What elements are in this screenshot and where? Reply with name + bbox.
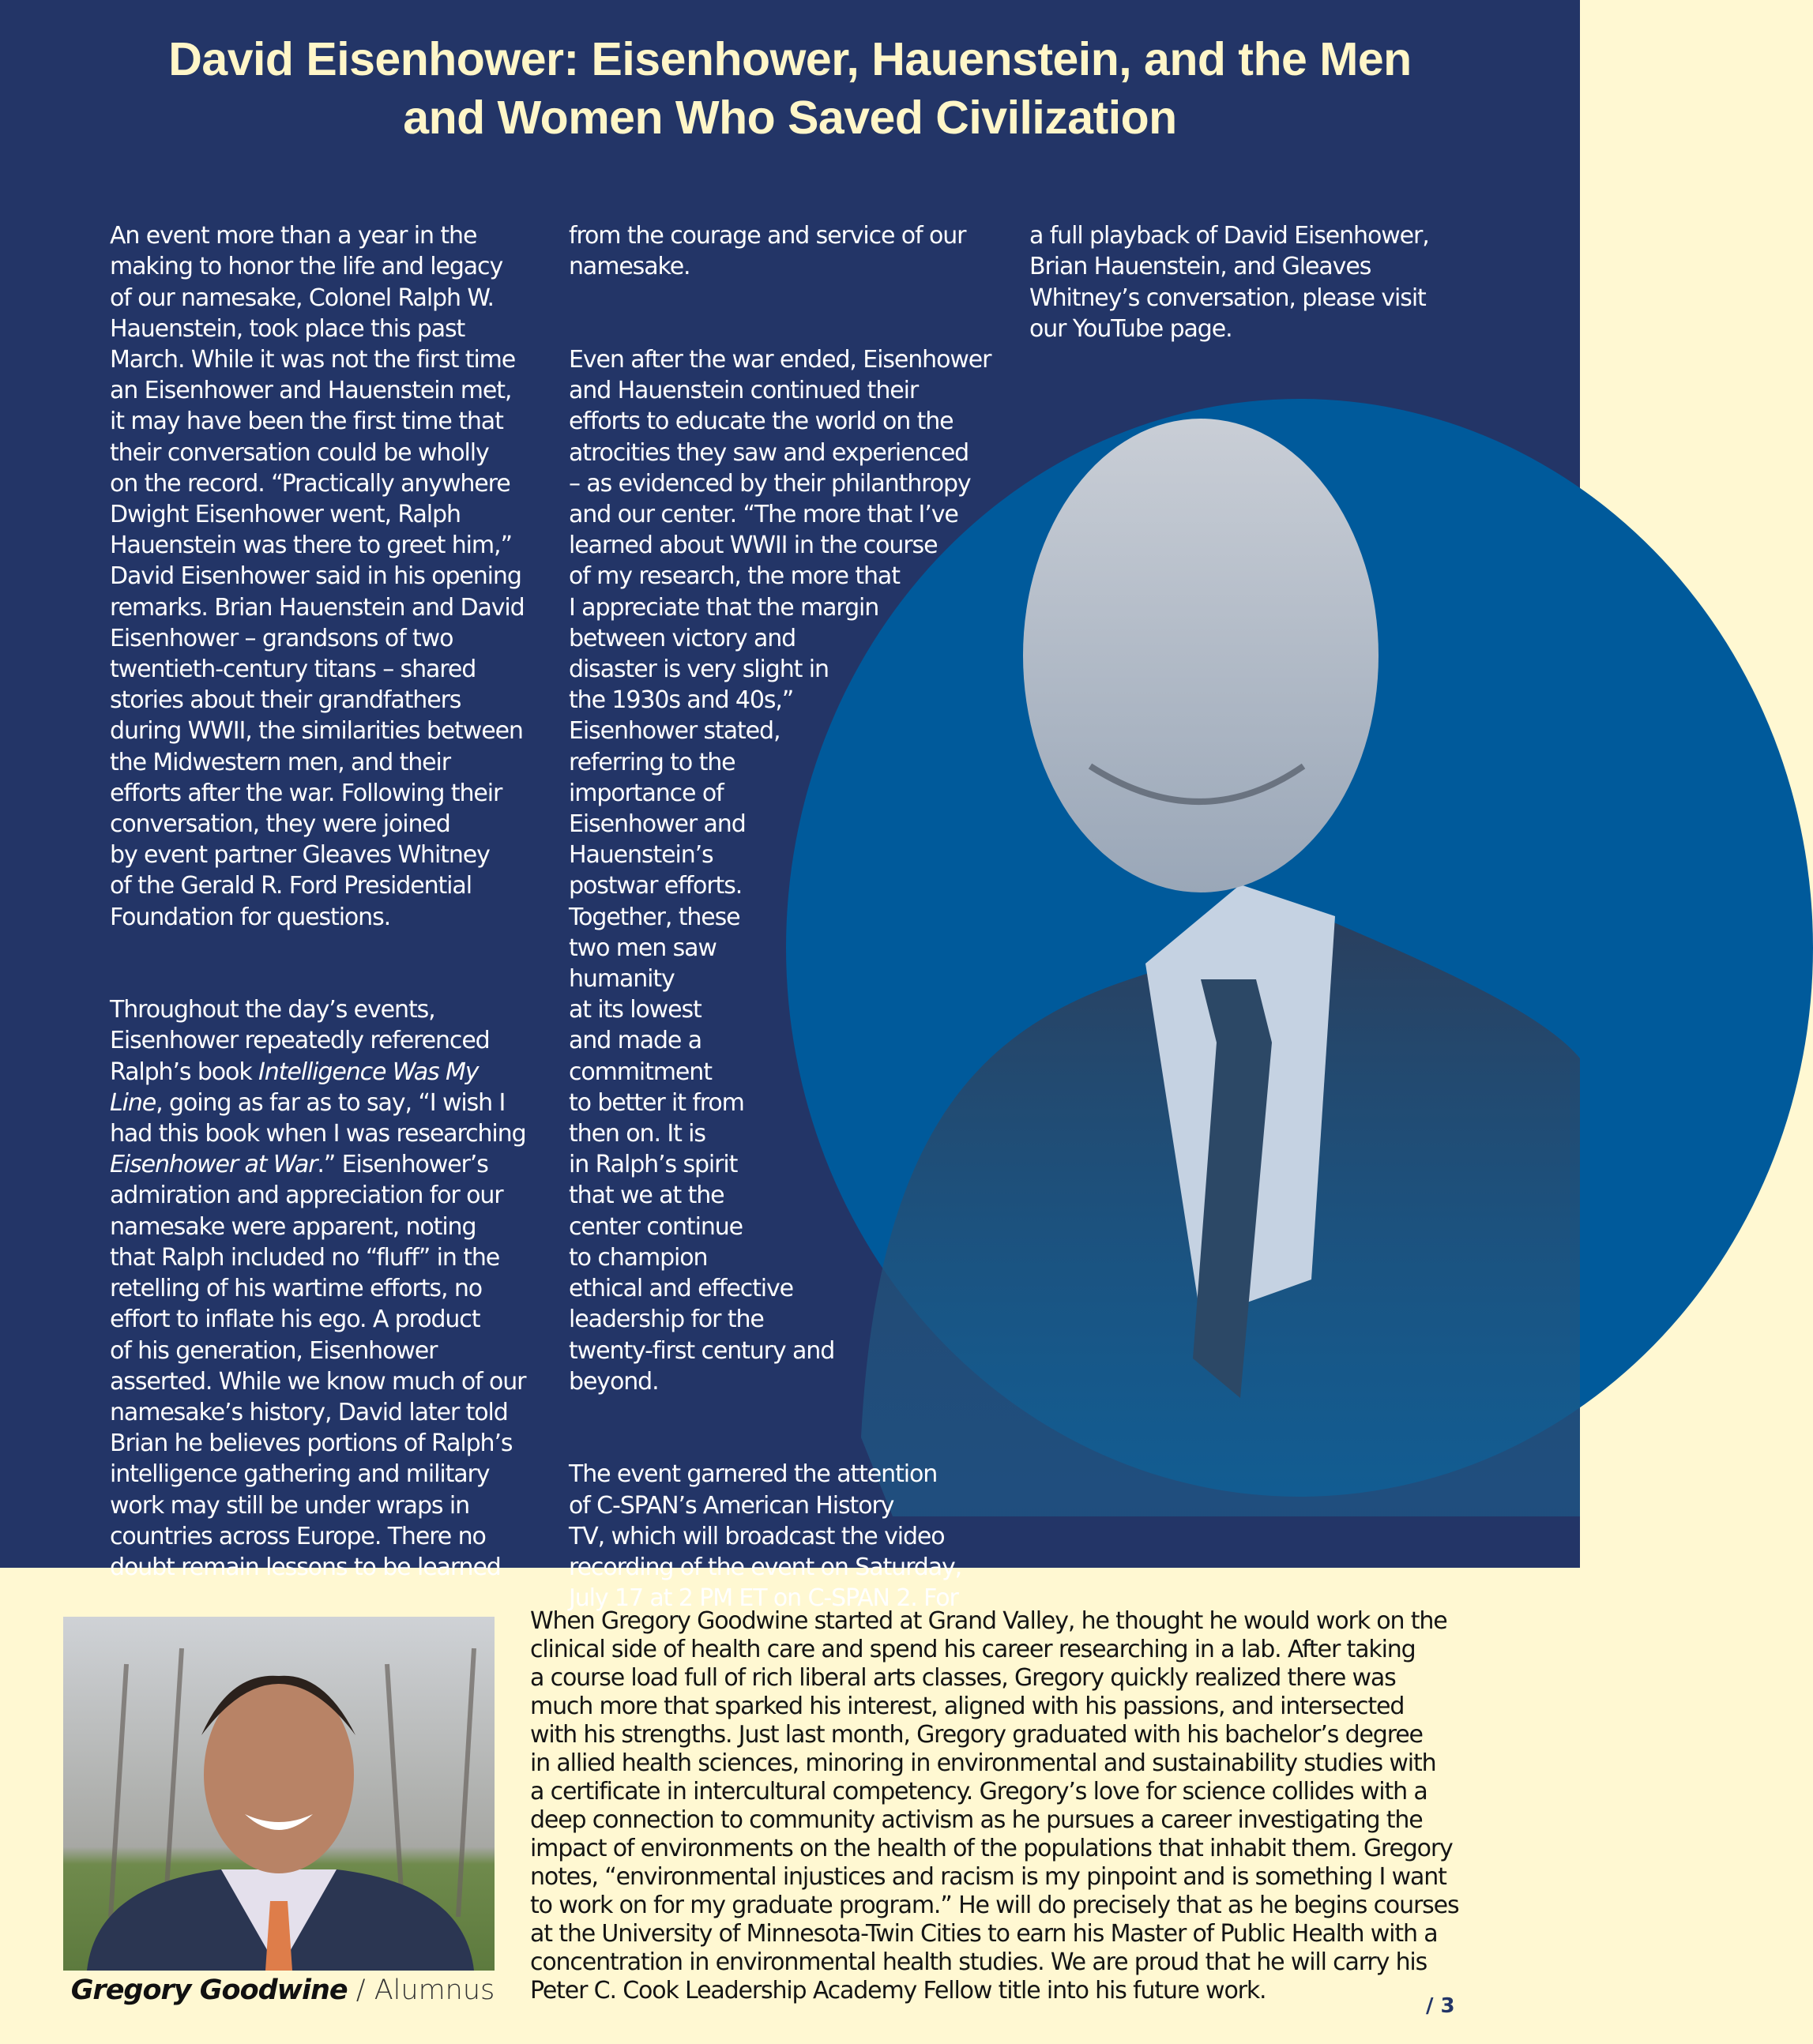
title-line-2: and Women Who Saved Civilization xyxy=(403,92,1177,144)
title-line-1: David Eisenhower: Eisenhower, Hauenstein, and the Men xyxy=(168,33,1412,85)
book-title: Eisenhower at War xyxy=(110,1151,318,1179)
paragraph: The event garnered the attention of C-SPAN’s American History TV, which will broadcast the video recording of the event on Saturday, July 17 at 2 PM ET on C-SPAN 2. For xyxy=(569,1460,962,1613)
photo-caption xyxy=(70,1974,496,2006)
paragraph: An event more than a year in the making to honor the life and legacy of our namesake, Colonel Ralph W. Hauenstein, took place this past March. While it was not the first time an Eisenhower and Hauenstein met, it may have been the first time that their conversation could be wholly on the record. “Practically anywhere Dwight Eisenhower went, Ralph Hauenstein was there to greet him,” David Eisenhower said in his opening remarks. Brian Hauenstein and David Eisenhower – grandsons of two twentieth-century titans – shared stories about their grandfathers during WWII, the similarities between the Midwestern men, and their efforts after the war. Following their conversation, they were joined by event partner Gleaves Whitney of the Gerald R. Ford Presidential Foundation for questions. xyxy=(110,222,525,931)
article-column-3 xyxy=(1029,190,1472,406)
paragraph: from the courage and service of our namesake. xyxy=(569,222,966,281)
profile-bio: When Gregory Goodwine started at Grand Valley, he thought he would work on the clinical side of health care and spend his career researching in a lab. After taking a course load full of rich liberal arts classes, Gregory quickly realized there was much more that sparked his interest, aligned with his passions, and intersected with his strengths. Just last month, Gregory graduated with his bachelor’s degree in allied health sciences, minoring in environmental and sustainability studies with a certificate in intercultural competency. Gregory’s love for science collides with a deep connection to community activism as he pursues a career investigating the impact of environments on the health of the populations that inhabit them. Gregory notes, “environmental injustices and racism is my pinpoint and is something I want to work on for my graduate program.” He will do precisely that as he begins courses at the University of Minnesota-Twin Cities to earn his Master of Public Health with a concentration in environmental health studies. We are proud that he will carry his Peter C. Cook Leadership Academy Fellow title into his future work. xyxy=(530,1607,1459,2005)
book-title: Intelligence Was My Line xyxy=(110,1058,479,1117)
text-run: Throughout the day’s events, Eisenhower repeatedly referenced Ralph’s book xyxy=(110,996,490,1086)
text-run: .” Eisenhower’s admiration and appreciation for our namesake were apparent, noting that Ralph included no “fluff” in the retelling of his wartime efforts, no effort to inflate his ego. A product of his generation, Eisenhower asserted. While we know much of our namesake’s history, David later told Brian he believes portions of Ralph’s intelligence gathering and military work may still be under wraps in countries across Europe. There no doubt remain lessons to be learned xyxy=(110,1151,526,1581)
caption-name: Gregory Goodwine xyxy=(70,1974,348,2006)
page-number: / 3 xyxy=(1426,1994,1455,2018)
head-shape xyxy=(1023,419,1379,892)
article-title xyxy=(0,30,1580,147)
paragraph xyxy=(110,994,552,1583)
paragraph: a full playback of David Eisenhower, Brian Hauenstein, and Gleaves Whitney’s conversation, please visit our YouTube page. xyxy=(1029,222,1429,343)
article-column-2 xyxy=(569,190,1011,1676)
caption-separator: / xyxy=(355,1974,366,2006)
caption-role: Alumnus xyxy=(374,1974,495,2006)
text-run: , going as far as to say, “I wish I had this book when I was researching xyxy=(110,1088,526,1148)
gregory-goodwine-photo xyxy=(63,1617,495,1971)
tie-shape xyxy=(265,1901,292,1971)
paragraph: Even after the war ended, Eisenhower and Hauenstein continued their efforts to educate the world on the atrocities they saw and experienced – as evidenced by their philanthropy and our center. “The more that I’ve learned about WWII in the course of my research, the more that I appreciate that the margin between victory and disaster is very slight in the 1930s and 40s,” Eisenhower stated, referring to the importance of Eisenhower and Hauenstein’s postwar efforts. Together, these two men saw humanity at its lowest and made a commitment to better it from then on. It is in Ralph’s spirit that we at the center continue to champion ethical and effective leadership for the twenty-first century and beyond. xyxy=(569,346,991,1396)
article-column-1 xyxy=(110,190,552,1645)
